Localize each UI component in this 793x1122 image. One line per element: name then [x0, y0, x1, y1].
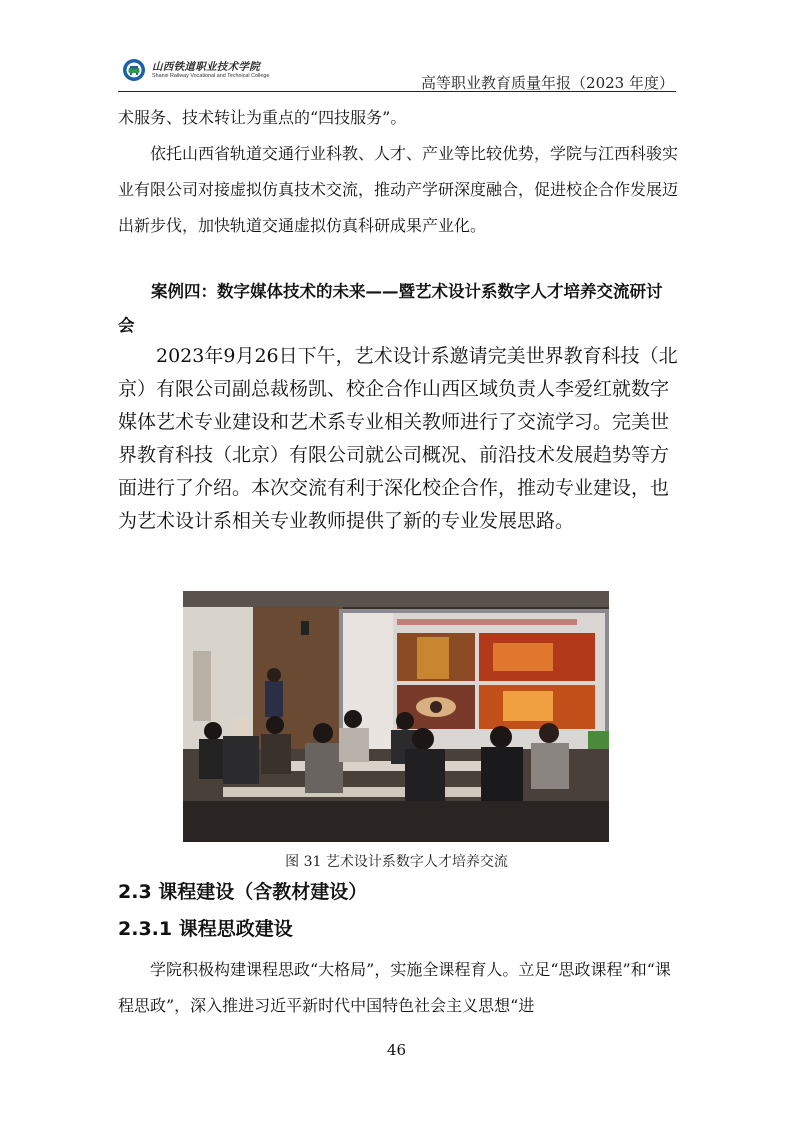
- case-title: 案例四：数字媒体技术的未来——暨艺术设计系数字人才培养交流研讨会: [118, 282, 663, 335]
- seminar-photo-illustration: [183, 591, 609, 842]
- subsection-heading: 2.3.1 课程思政建设: [118, 918, 293, 940]
- logo-chinese-name: 山西铁道职业技术学院: [152, 60, 260, 73]
- section-heading: 2.3 课程建设（含教材建设）: [118, 881, 368, 903]
- paragraph-continued: 术服务、技术转让为重点的“四技服务”。: [118, 108, 407, 127]
- seminar-photo: [183, 591, 609, 842]
- page-number: 46: [386, 1041, 407, 1059]
- college-logo: [122, 58, 269, 82]
- logo-english-name: Shanxi Railway Vocational and Technical College: [152, 72, 270, 79]
- paragraph-cooperation: 依托山西省轨道交通行业科教、人才、产业等比较优势，学院与江西科骏实业有限公司对接虚拟仿真技术交流，推动产学研深度融合，促进校企合作发展迈出新步伐，加快轨道交通虚拟仿真科研成果产业化。: [118, 144, 679, 235]
- college-emblem-icon: [122, 58, 146, 82]
- report-title: 高等职业教育质量年报（2023 年度）: [421, 74, 674, 92]
- paragraph-case-description: 2023年9月26日下午，艺术设计系邀请完美世界教育科技（北京）有限公司副总裁杨凯、校企合作山西区域负责人李爱红就数字媒体艺术专业建设和艺术系专业相关教师进行了交流学习。完美世界教育科技（北京）有限公司就公司概况、前沿技术发展趋势等方面进行了介绍。本次交流有利于深化校企合作，推动专业建设，也为艺术设计系相关专业教师提供了新的专业发展思路。: [118, 345, 678, 532]
- figure-caption: 图 31 艺术设计系数字人才培养交流: [285, 854, 508, 870]
- paragraph-course-ideology: 学院积极构建课程思政“大格局”，实施全课程育人。立足“思政课程”和“课程思政”，深入推进习近平新时代中国特色社会主义思想“进: [118, 960, 671, 1015]
- page-header: [118, 54, 676, 94]
- header-divider: [118, 91, 676, 92]
